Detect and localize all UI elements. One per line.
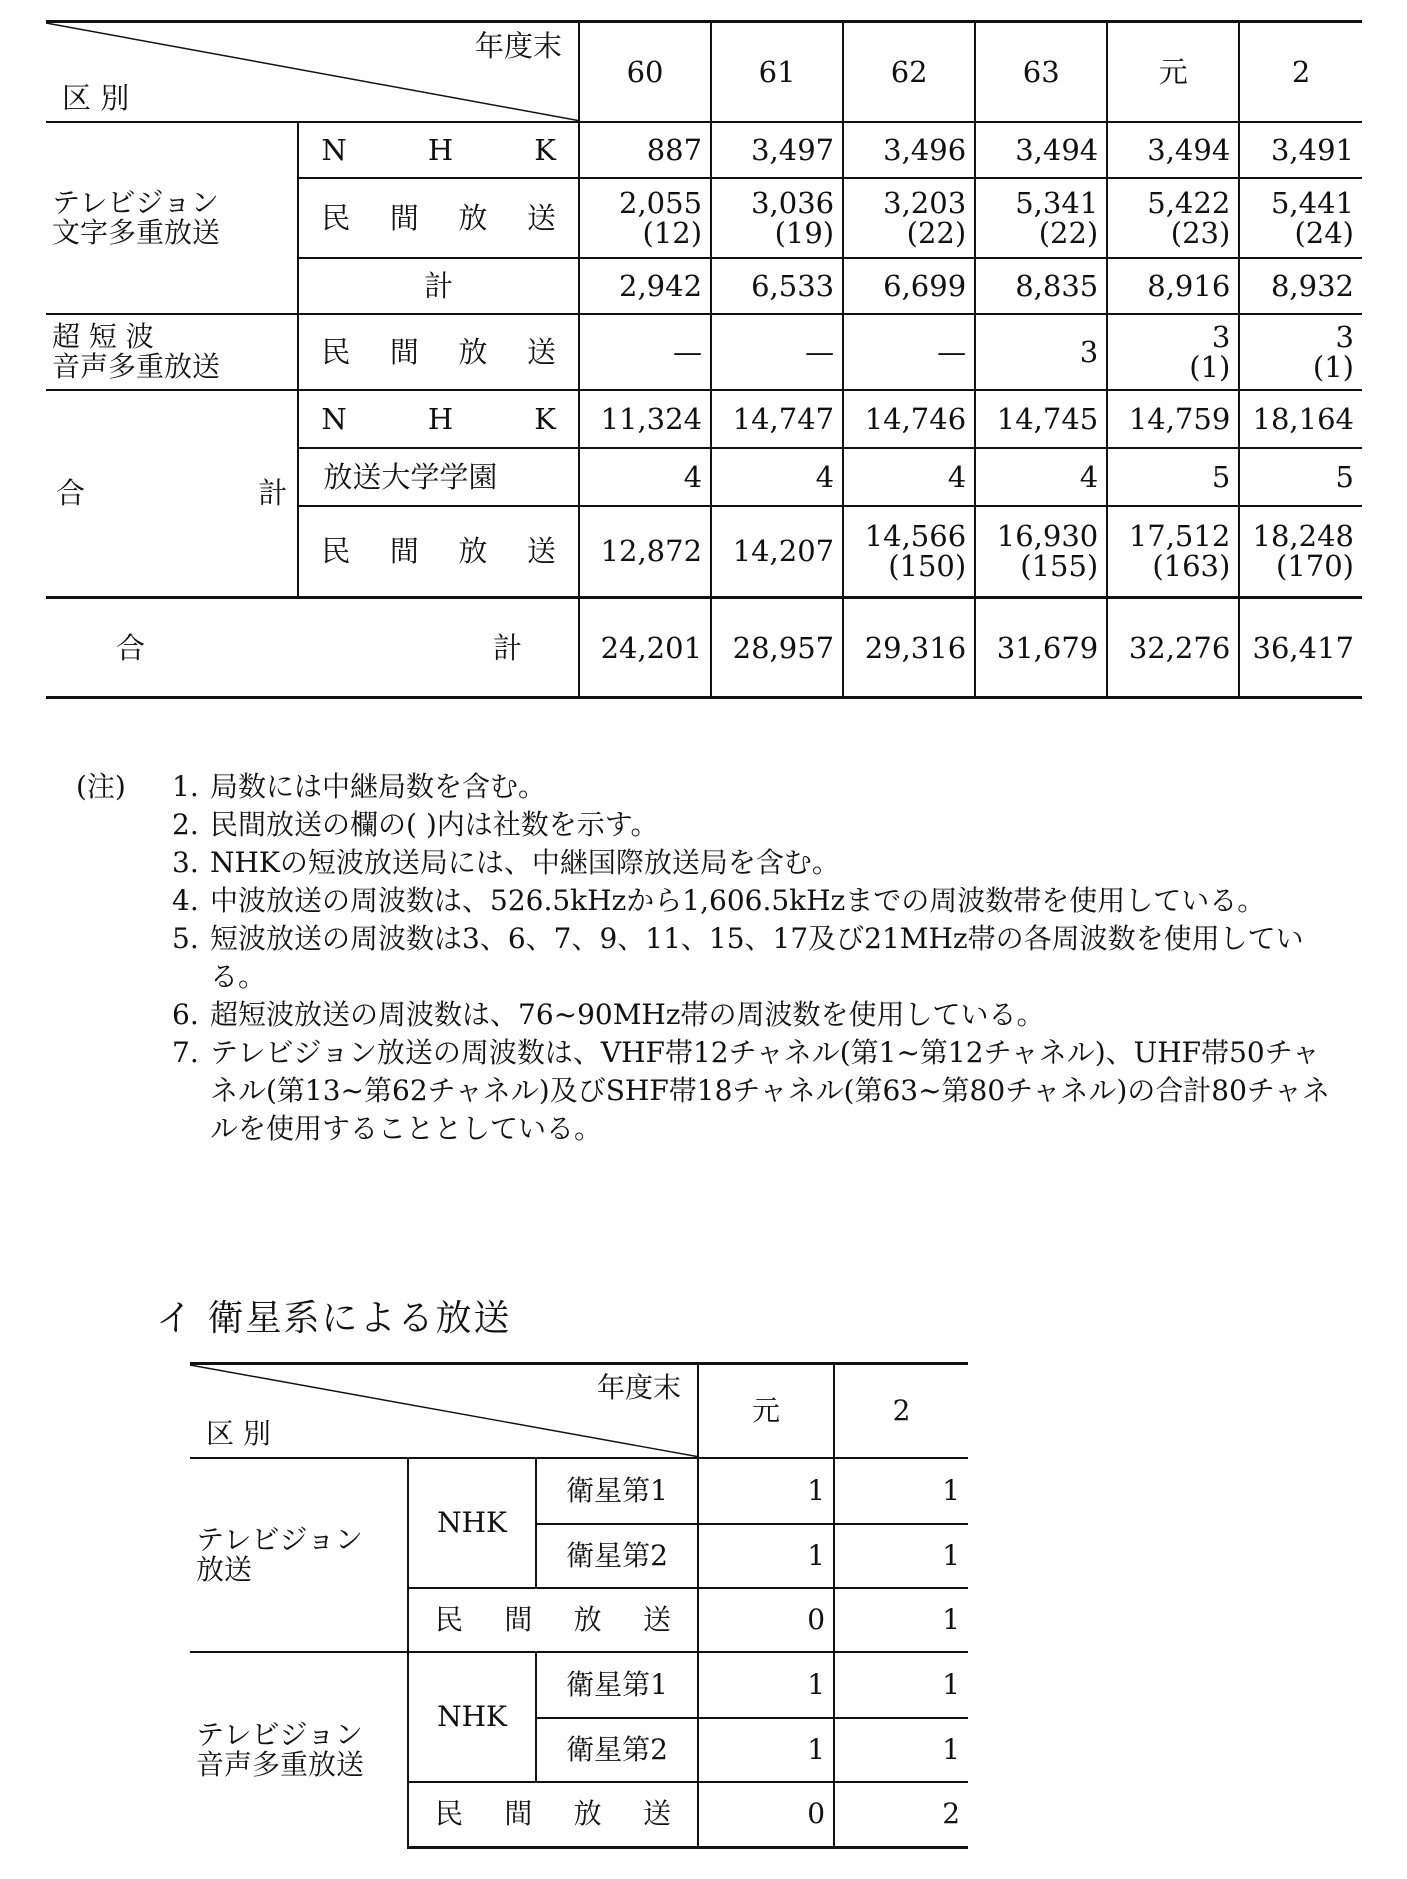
row-label-univ: 放送大学学園 xyxy=(298,448,579,506)
row-label-sat1: 衛星第1 xyxy=(536,1652,698,1718)
year-header: 2 xyxy=(1239,22,1362,122)
row-label-subtotal: 計 xyxy=(298,258,579,314)
header-diagonal-cell xyxy=(190,1364,698,1458)
table-cell: 18,248 (170) xyxy=(1239,506,1362,598)
header-row xyxy=(190,1364,968,1458)
table-cell: 14,759 xyxy=(1107,390,1239,448)
table-cell: 14,747 xyxy=(711,390,843,448)
table-cell: — xyxy=(579,314,711,390)
table-cell: 0 xyxy=(698,1588,834,1652)
table-cell: 1 xyxy=(834,1718,968,1782)
table-row xyxy=(46,314,1362,390)
year-header: 元 xyxy=(1107,22,1239,122)
table-cell: 3,036 (19) xyxy=(711,178,843,258)
header-diagonal-cell xyxy=(46,22,579,122)
table-cell: — xyxy=(711,314,843,390)
category-label: 区 別 xyxy=(62,80,130,115)
table-cell: 11,324 xyxy=(579,390,711,448)
table-cell: 8,932 xyxy=(1239,258,1362,314)
table-cell: 31,679 xyxy=(975,598,1107,698)
table-row xyxy=(46,122,1362,178)
notes-label: (注) xyxy=(76,770,126,803)
group-teletext: テレビジョン 文字多重放送 xyxy=(46,122,298,314)
table-cell: 887 xyxy=(579,122,711,178)
table-cell: 3,491 xyxy=(1239,122,1362,178)
table-cell: 1 xyxy=(698,1458,834,1524)
table-cell: 1 xyxy=(834,1524,968,1588)
table-cell: 3 xyxy=(975,314,1107,390)
note-item: 2. 民間放送の欄の( )内は社数を示す。 xyxy=(172,808,659,841)
table-row xyxy=(190,1652,968,1718)
table-cell: 8,835 xyxy=(975,258,1107,314)
table-cell: 12,872 xyxy=(579,506,711,598)
table-cell: 4 xyxy=(579,448,711,506)
table-cell: 14,745 xyxy=(975,390,1107,448)
table-cell: 14,566 (150) xyxy=(843,506,975,598)
table-cell: 14,207 xyxy=(711,506,843,598)
table-cell: 6,533 xyxy=(711,258,843,314)
row-label-nhk: N H K xyxy=(298,390,579,448)
table-cell: 29,316 xyxy=(843,598,975,698)
row-label-private: 民 間 放 送 xyxy=(298,506,579,598)
satellite-broadcast-table xyxy=(190,1362,968,1849)
year-header: 2 xyxy=(834,1364,968,1458)
year-header: 63 xyxy=(975,22,1107,122)
table-cell: 4 xyxy=(975,448,1107,506)
row-label-sat1: 衛星第1 xyxy=(536,1458,698,1524)
note-item: 4. 中波放送の周波数は、526.5kHzから1,606.5kHzまでの周波数帯を使用している。 xyxy=(172,884,1266,917)
table-row xyxy=(46,390,1362,448)
table-cell: 1 xyxy=(698,1652,834,1718)
table-cell: 17,512 (163) xyxy=(1107,506,1239,598)
table-cell: 14,746 xyxy=(843,390,975,448)
section-title: イ 衛星系による放送 xyxy=(156,1298,512,1339)
row-label-nhk: NHK xyxy=(408,1652,536,1782)
row-label-nhk: N H K xyxy=(298,122,579,178)
row-label-private: 民 間 放 送 xyxy=(298,178,579,258)
table-cell: 3 (1) xyxy=(1239,314,1362,390)
table-cell: 3,494 xyxy=(1107,122,1239,178)
table-cell: 3,496 xyxy=(843,122,975,178)
row-label-grand-total: 合 計 xyxy=(46,598,579,698)
table-cell: 5,441 (24) xyxy=(1239,178,1362,258)
table-cell: 4 xyxy=(711,448,843,506)
table-cell: 2 xyxy=(834,1782,968,1848)
note-item: 3. NHKの短波放送局には、中継国際放送局を含む。 xyxy=(172,846,840,879)
table-cell: 2,942 xyxy=(579,258,711,314)
grand-total-row xyxy=(46,598,1362,698)
note-item: 7. テレビジョン放送の周波数は、VHF帯12チャネル(第1~第12チャネル)、UHF帯50チャネル(第13~第62チャネル)及びSHF帯18チャネル(第63~第80チャネル)の合計80チャネルを使用することとしている。 xyxy=(172,1036,1331,1145)
row-label-nhk: NHK xyxy=(408,1458,536,1588)
table-cell: 5 xyxy=(1107,448,1239,506)
table-cell: 36,417 xyxy=(1239,598,1362,698)
table-cell: 0 xyxy=(698,1782,834,1848)
year-header: 元 xyxy=(698,1364,834,1458)
table-cell: 8,916 xyxy=(1107,258,1239,314)
year-end-label: 年度末 xyxy=(597,1371,682,1404)
table-cell: 3,203 (22) xyxy=(843,178,975,258)
table-cell: 6,699 xyxy=(843,258,975,314)
note-item: 1. 局数には中継局数を含む。 xyxy=(172,770,547,803)
table-cell: 5,422 (23) xyxy=(1107,178,1239,258)
table-row xyxy=(190,1458,968,1524)
table-cell: 32,276 xyxy=(1107,598,1239,698)
year-header: 60 xyxy=(579,22,711,122)
group-fm-multiplex: 超 短 波 音声多重放送 xyxy=(46,314,298,390)
table-cell: 1 xyxy=(698,1524,834,1588)
table-cell: 24,201 xyxy=(579,598,711,698)
table-cell: 18,164 xyxy=(1239,390,1362,448)
table-cell: 3,494 xyxy=(975,122,1107,178)
table-cell: 1 xyxy=(834,1652,968,1718)
table-cell: 1 xyxy=(698,1718,834,1782)
group-tv: テレビジョン 放送 xyxy=(190,1458,408,1652)
year-header: 62 xyxy=(843,22,975,122)
row-label-private: 民 間 放 送 xyxy=(408,1588,698,1652)
category-label: 区 別 xyxy=(206,1416,271,1450)
terrestrial-broadcast-table xyxy=(46,20,1362,699)
note-item: 6. 超短波放送の周波数は、76~90MHz帯の周波数を使用している。 xyxy=(172,998,1045,1031)
table-cell: 3,497 xyxy=(711,122,843,178)
year-header: 61 xyxy=(711,22,843,122)
table-cell: 1 xyxy=(834,1458,968,1524)
year-end-label: 年度末 xyxy=(474,29,562,63)
row-label-sat2: 衛星第2 xyxy=(536,1524,698,1588)
table-cell: 28,957 xyxy=(711,598,843,698)
group-audio-multiplex: テレビジョン 音声多重放送 xyxy=(190,1652,408,1848)
note-item: 5. 短波放送の周波数は3、6、7、9、11、15、17及び21MHz帯の各周波数を使用している。 xyxy=(172,922,1304,993)
row-label-private: 民 間 放 送 xyxy=(298,314,579,390)
group-total: 合 計 xyxy=(46,390,298,598)
table-cell: 16,930 (155) xyxy=(975,506,1107,598)
table-cell: 2,055 (12) xyxy=(579,178,711,258)
notes xyxy=(76,768,1336,1148)
table-cell: 1 xyxy=(834,1588,968,1652)
row-label-private: 民 間 放 送 xyxy=(408,1782,698,1848)
table-cell: 5 xyxy=(1239,448,1362,506)
table-cell: 3 (1) xyxy=(1107,314,1239,390)
table-cell: — xyxy=(843,314,975,390)
header-row xyxy=(46,22,1362,122)
row-label-sat2: 衛星第2 xyxy=(536,1718,698,1782)
table-cell: 4 xyxy=(843,448,975,506)
table-cell: 5,341 (22) xyxy=(975,178,1107,258)
